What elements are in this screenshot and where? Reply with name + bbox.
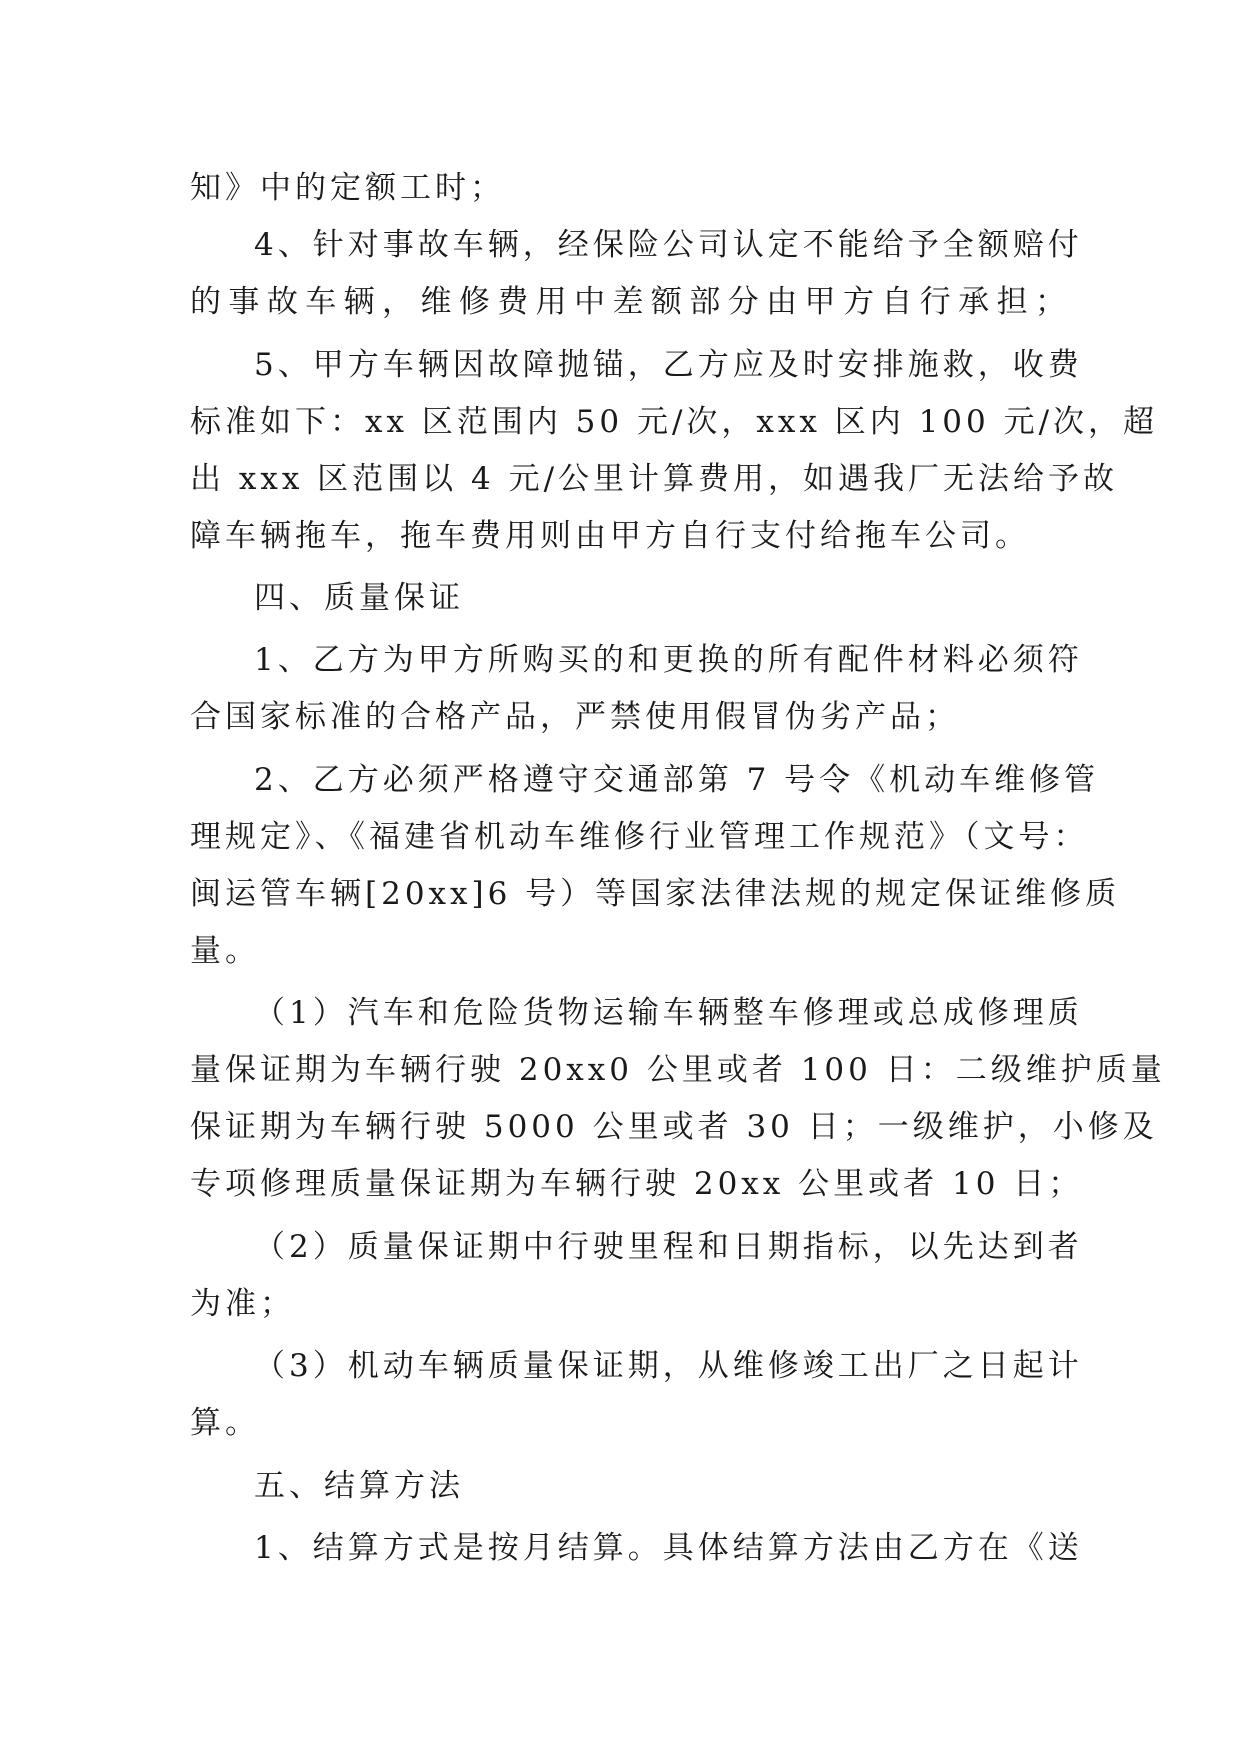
- text-line: 2、乙方必须严格遵守交通部第 7 号令《机动车维修管: [254, 762, 1100, 798]
- text-line: 合国家标准的合格产品，严禁使用假冒伪劣产品；: [190, 699, 960, 735]
- text-line: 保证期为车辆行驶 5000 公里或者 30 日；一级维护，小修及: [190, 1109, 1158, 1145]
- section-heading: 四、质量保证: [254, 580, 464, 616]
- text-line: （1）汽车和危险货物运输车辆整车修理或总成修理质: [254, 995, 1083, 1031]
- text-line: 量保证期为车辆行驶 20xx0 公里或者 100 日：二级维护质量: [190, 1052, 1166, 1088]
- text-line: 的事故车辆，维修费用中差额部分由甲方自行承担；: [190, 284, 1070, 320]
- text-line: 专项修理质量保证期为车辆行驶 20xx 公里或者 10 日；: [190, 1166, 1084, 1202]
- text-line: 闽运管车辆[20xx]6 号）等国家法律法规的规定保证维修质: [190, 876, 1121, 912]
- section-heading: 五、结算方法: [254, 1468, 464, 1504]
- text-line: 算。: [190, 1405, 260, 1441]
- text-line: 出 xxx 区范围以 4 元/公里计算费用，如遇我厂无法给予故: [190, 461, 1119, 497]
- text-line: 理规定》、《福建省机动车维修行业管理工作规范》（文号：: [190, 819, 1089, 855]
- text-line: （3）机动车辆质量保证期，从维修竣工出厂之日起计: [254, 1348, 1083, 1384]
- text-line: 4、针对事故车辆，经保险公司认定不能给予全额赔付: [254, 227, 1083, 263]
- text-line: 知》中的定额工时；: [190, 170, 505, 206]
- text-line: 标准如下：xx 区范围内 50 元/次，xxx 区内 100 元/次，超: [190, 404, 1159, 440]
- text-line: 5、甲方车辆因故障抛锚，乙方应及时安排施救，收费: [254, 347, 1083, 383]
- text-line: （2）质量保证期中行驶里程和日期指标，以先达到者: [254, 1229, 1083, 1265]
- text-line: 1、结算方式是按月结算。具体结算方法由乙方在《送: [254, 1530, 1083, 1566]
- text-line: 量。: [190, 933, 260, 969]
- text-line: 为准；: [190, 1286, 295, 1322]
- text-line: 1、乙方为甲方所购买的和更换的所有配件材料必须符: [254, 642, 1083, 678]
- text-line: 障车辆拖车，拖车费用则由甲方自行支付给拖车公司。: [190, 518, 1030, 554]
